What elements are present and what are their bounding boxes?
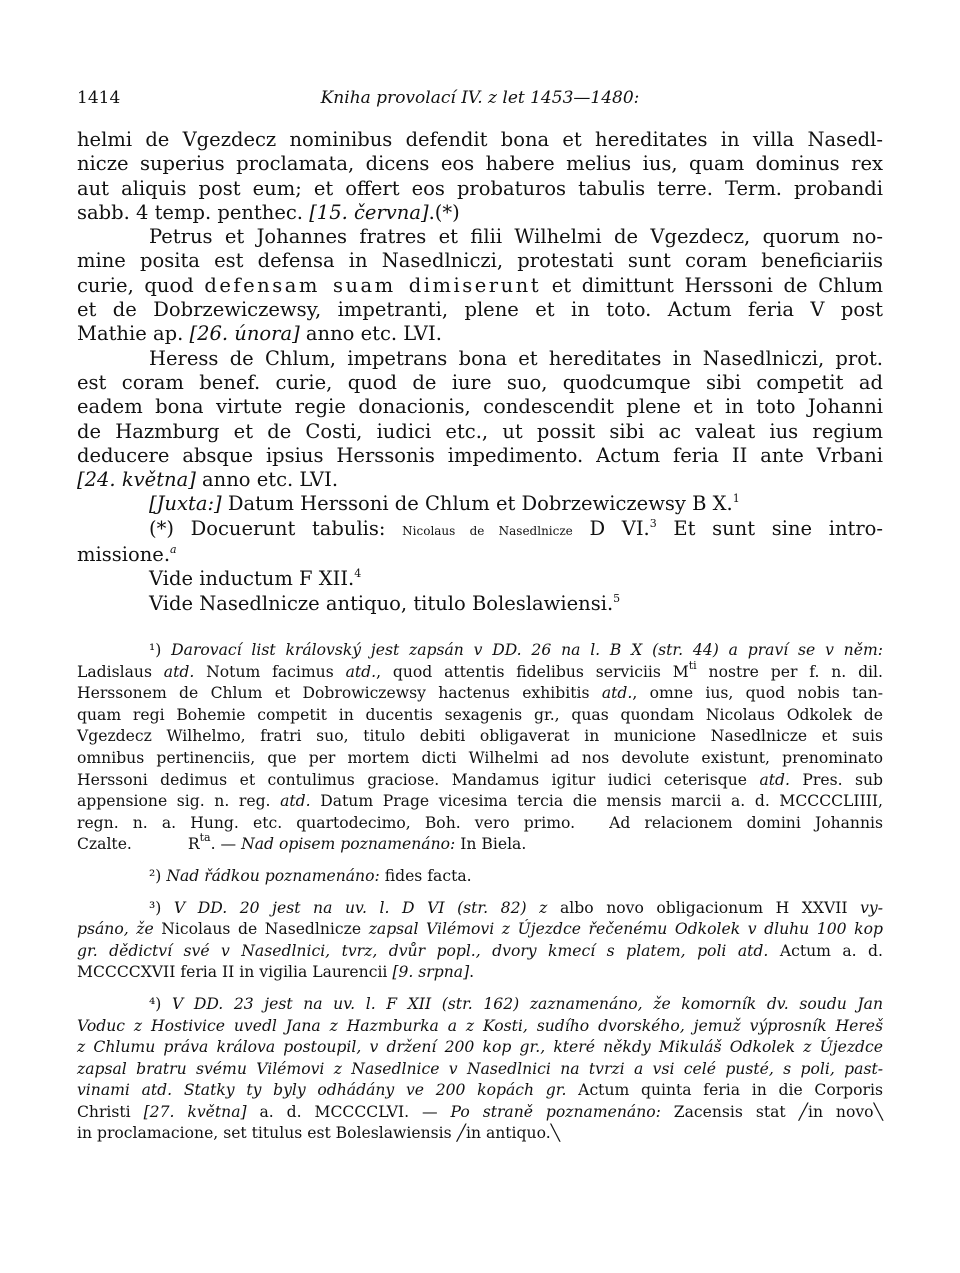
text-line: deducere absque ipsius Herssonis impedimento. Actum feria II ante Vrbani xyxy=(77,443,883,467)
entry-vide-nasedlnicze xyxy=(77,592,883,616)
footnote-3 xyxy=(77,898,883,984)
entry-docuerunt xyxy=(77,517,883,568)
text-line: Vgezdecz Wilhelmo, fratri suo, titulo debiti obligaverat in municione Nasedlnicze et suis xyxy=(77,727,883,746)
text-line: helmi de Vgezdecz nominibus defendit bona et hereditates in villa Nasedl- xyxy=(77,128,883,151)
slash-mark-open: ╱ xyxy=(798,1102,808,1121)
text-line: Ladislaus atd. Notum facimus atd., quod attentis fidelibus serviciis $M^{ti}$ nostre per f. n. dil. xyxy=(77,658,883,681)
text-line: aut aliquis post eum; et offert eos probaturos tabulis terre. Term. probandi xyxy=(77,176,883,200)
main-text xyxy=(77,128,883,616)
text-line: Herssoni dedimus et contulimus graciose. Mandamus igitur iudici ceterisque atd. Pres. sub xyxy=(77,770,883,789)
text-line: sabb. 4 temp. penthec. [15. června].(*) xyxy=(77,200,460,224)
page-number: 1414 xyxy=(77,88,121,108)
text-line: Heress de Chlum, impetrans bona et hereditates in Nasedlniczi, prot. xyxy=(149,346,883,370)
slash-mark-open: ╱ xyxy=(456,1124,466,1143)
footnote-2 xyxy=(77,866,883,888)
text-line: ⁴) V DD. 23 jest na uv. l. F XII (str. 162) zaznamenáno, že komorník dv. soudu Jan xyxy=(149,994,883,1013)
text-line: et de Dobrzewiczewsy, impetranti, plene et in toto. Actum feria V post xyxy=(77,298,883,322)
text-line: ¹) Darovací list královský jest zapsán v DD. 26 na l. B X (str. 44) a praví se v něm: xyxy=(149,641,883,659)
text-line: eadem bona virtute regie donacionis, condescendit plene et in toto Johanni xyxy=(77,395,883,419)
entry-vide-inductum xyxy=(77,567,883,591)
text-line: Vide inductum F XII.$^4$ xyxy=(149,567,362,591)
text-line: Vide Nasedlnicze antiquo, titulo Boleslawiensi.$^5$ xyxy=(149,591,621,615)
footnote-4 xyxy=(77,994,883,1145)
text-line: [Juxta:] Datum Herssoni de Chlum et Dobrzewiczewsy B X.$^1$ xyxy=(149,492,740,516)
text-line: vinami atd. Statky ty byly odhádány ve 200 kopách gr. Actum quinta feria in die Corporis xyxy=(77,1081,883,1100)
text-line: (*) Docuerunt tabulis: Nicolaus de Nasedlnicze D VI.$^3$ Et sunt sine intro- xyxy=(149,516,884,540)
text-line: Voduc z Hostivice uvedl Jana z Hazmburka a z Kosti, sudího dvorského, jemuž výprosník Hereš xyxy=(77,1016,883,1035)
text-line: nicze superius proclamata, dicens eos habere melius ius, quam dominus rex xyxy=(77,152,883,176)
text-line: omnibus pertinenciis, que per mortem dicti Wilhelmi ad nos devolute existunt, prenominato xyxy=(77,748,883,767)
text-line: ²) Nad řádkou poznamenáno: fides facta. xyxy=(149,866,472,885)
entry-heress xyxy=(77,347,883,493)
text-line: est coram benef. curie, quod de iure suo, quodcumque sibi competit ad xyxy=(77,370,883,394)
slash-mark-close: ╲ xyxy=(873,1102,883,1121)
text-line: z Chlumu práva králova postoupil, v držení 200 kop gr., které někdy Mikuláš Odkolek z Újezdce xyxy=(77,1038,883,1057)
entry-juxta xyxy=(77,492,883,516)
text-line: mine posita est defensa in Nasedlniczi, protestati sunt coram beneficiariis xyxy=(77,249,883,273)
text-line: Herssonem de Chlum et Dobrowiczewsy hactenus exhibitis atd., omne ius, quod nobis tan- xyxy=(77,684,884,703)
text-line: appensione sig. n. reg. atd. Datum Prage vicesima tercia die mensis marcii a. d. MCCCCLIIII, xyxy=(77,792,884,811)
text-line: missione.$^a$ xyxy=(77,543,177,567)
text-line: regn. n. a. Hung. etc. quartodecimo, Boh. vero primo. Ad relacionem domini Johannis xyxy=(77,813,883,832)
text-line: zapsal bratru svému Vilémovi z Nasedlnice v Nasedlnici na tvrzi a vsi celé pusté, s poli, past- xyxy=(77,1059,883,1078)
text-line: curie, quod defensam suam dimiserunt et dimittunt Herssoni de Chlum xyxy=(77,273,883,297)
text-line: [24. května] anno etc. LVI. xyxy=(77,468,339,492)
running-title: Kniha provolací IV. z let 1453—1480: xyxy=(320,88,640,108)
entry-petrus-johannes xyxy=(77,225,883,346)
text-line: Christi [27. května] a. d. MCCCCLVI. — Po straně poznamenáno: Zacensis stat ╱in novo╲ xyxy=(77,1102,883,1121)
text-line: ³) V DD. 20 jest na uv. l. D VI (str. 82) z albo novo obligacionum H XXVII vy- xyxy=(149,898,883,917)
text-line: gr. dědictví své v Nasedlnici, tvrz, dvůr popl., dvory kmecí s platem, poli atd. Actum a. d. xyxy=(77,941,883,960)
text-line: de Hazmburg et de Costi, iudici etc., ut possit sibi ac valeat ius regium xyxy=(77,419,883,443)
text-line: Czalte. $R^{ta}$. — Nad opisem poznamenáno: In Biela. xyxy=(77,831,527,854)
page-header xyxy=(77,88,883,112)
slash-mark-close: ╲ xyxy=(550,1124,561,1143)
text-line: Mathie ap. [26. února] anno etc. LVI. xyxy=(77,322,442,346)
footnotes xyxy=(77,640,883,1155)
footnote-1 xyxy=(77,640,883,856)
text-line: MCCCCXVII feria II in vigilia Laurencii [9. srpna]. xyxy=(77,963,475,982)
text-line: psáno, že Nicolaus de Nasedlnicze zapsal Vilémovi z Újezdce řečenému Odkolek v dluhu 100 kop xyxy=(77,920,883,939)
text-line: Petrus et Johannes fratres et filii Wilhelmi de Vgezdecz, quorum no- xyxy=(149,225,883,249)
text-line: in proclamacione, set titulus est Boleslawiensis ╱in antiquo.╲ xyxy=(77,1124,561,1143)
entry-defense-claim xyxy=(77,128,883,225)
text-line: quam regi Bohemie competit in ducentis sexagenis gr., quas quondam Nicolaus Odkolek de xyxy=(77,705,883,724)
